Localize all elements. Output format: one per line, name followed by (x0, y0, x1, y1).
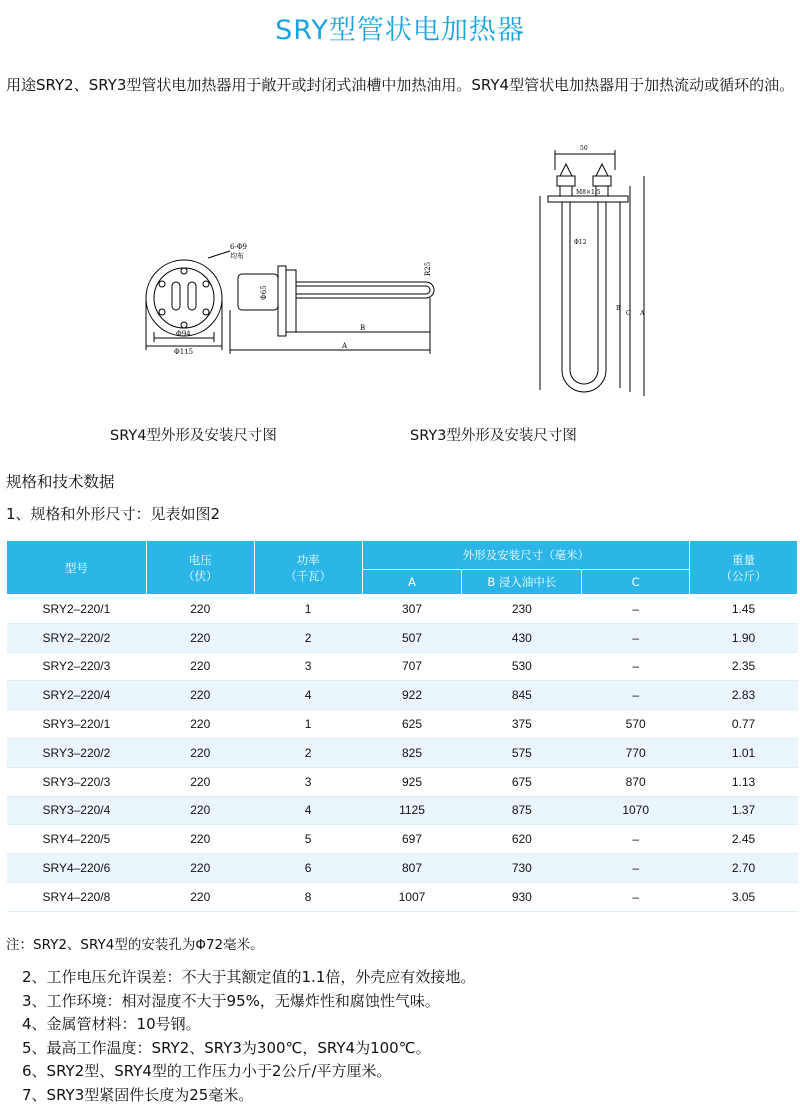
table-cell: 220 (146, 738, 254, 767)
table-cell: 922 (362, 681, 462, 710)
table-cell: 220 (190, 659, 211, 674)
table-cell: 230 (511, 601, 532, 616)
table-cell: 220 (146, 681, 254, 710)
b-label: B (360, 324, 366, 332)
th-model: 型号 (7, 541, 147, 595)
table-row (7, 854, 798, 883)
table-cell: 570 (625, 717, 646, 732)
table-cell: SRY2–220/2 (7, 623, 147, 652)
th-a: A (362, 570, 462, 595)
table-cell: 870 (625, 774, 646, 789)
sry3-diagram (520, 140, 660, 400)
table-cell: 220 (190, 889, 211, 904)
m8-label: M8×1.5 (576, 189, 601, 196)
holes-label: 6-Φ9 (230, 243, 248, 251)
table-cell: SRY4–220/8 (42, 889, 111, 904)
table-cell: SRY3–220/4 (7, 796, 147, 825)
table-row (7, 623, 798, 652)
table-cell: 220 (146, 796, 254, 825)
sry4-caption: SRY4型外形及安装尺寸图 (110, 428, 277, 444)
r25-label: R25 (424, 261, 432, 276)
table-cell: 1007 (398, 889, 426, 904)
b3-label: B (616, 305, 621, 312)
table-cell: 8 (304, 889, 312, 904)
spec-table (6, 540, 798, 912)
list-item: 4、金属管材料：10号钢。 (22, 1015, 201, 1033)
table-cell: 3 (304, 659, 312, 674)
spec-list (22, 966, 475, 1107)
table-cell: 620 (511, 832, 532, 847)
table-cell: SRY2–220/3 (42, 659, 111, 674)
table-cell: 575 (462, 738, 582, 767)
table-cell: 0.77 (731, 717, 756, 732)
table-cell: SRY2–220/1 (42, 601, 111, 616)
table-cell: 707 (401, 659, 422, 674)
table-cell: – (582, 854, 690, 883)
table-cell: 925 (401, 774, 422, 789)
table-cell: SRY3–220/3 (42, 774, 111, 789)
table-cell: 4 (254, 796, 362, 825)
d12-label: Φ12 (574, 239, 587, 246)
th-voltage: 电压 （伏） (146, 541, 254, 595)
table-cell: SRY2–220/4 (7, 681, 147, 710)
table-row (7, 738, 798, 767)
w50-label: 50 (580, 145, 588, 152)
table-cell: 1 (304, 601, 312, 616)
list-item: 3、工作环境：相对湿度不大于95%，无爆炸性和腐蚀性气味。 (22, 991, 440, 1010)
table-row (7, 825, 798, 854)
table-cell: 1.90 (690, 623, 798, 652)
table-cell: – (632, 601, 640, 616)
table-cell: 825 (362, 738, 462, 767)
a-label: A (342, 342, 348, 350)
table-cell: – (582, 681, 690, 710)
table-cell: 307 (401, 601, 422, 616)
table-cell: 220 (146, 623, 254, 652)
table-cell: 2 (254, 738, 362, 767)
table-cell: 875 (462, 796, 582, 825)
table-cell: 1.13 (731, 774, 756, 789)
table-cell: 220 (190, 832, 211, 847)
table-cell: 2.70 (690, 854, 798, 883)
table-cell: SRY3–220/2 (7, 738, 147, 767)
table-row (7, 681, 798, 710)
d115-label: Φ115 (174, 348, 194, 356)
install-note: 注：SRY2、SRY4型的安装孔为Φ72毫米。 (6, 937, 264, 953)
table-cell: 930 (511, 889, 532, 904)
table-cell: 530 (511, 659, 532, 674)
table-cell: 1070 (582, 796, 690, 825)
table-cell: 697 (401, 832, 422, 847)
table-row (7, 652, 798, 681)
table-cell: 220 (146, 854, 254, 883)
table-cell: 2 (254, 623, 362, 652)
table-cell: 1.01 (690, 738, 798, 767)
list-item: 5、最高工作温度：SRY2、SRY3为300℃，SRY4为100℃。 (22, 1038, 431, 1057)
table-cell: – (632, 659, 640, 674)
table-cell: 3 (304, 774, 312, 789)
table-cell: 807 (362, 854, 462, 883)
table-cell: 507 (362, 623, 462, 652)
table-cell: – (632, 832, 640, 847)
table-cell: 1 (304, 717, 312, 732)
table-cell: 3.05 (731, 889, 756, 904)
table-cell: 4 (254, 681, 362, 710)
th-dims: 外形及安装尺寸（毫米） (362, 541, 690, 570)
table-cell: 220 (190, 717, 211, 732)
table-row (7, 710, 798, 739)
d65-label: Φ65 (260, 285, 268, 300)
table-cell: – (632, 889, 640, 904)
th-b: B 浸入油中长 (462, 570, 582, 595)
item-1: 1、规格和外形尺寸：见表如图2 (6, 505, 221, 523)
th-power: 功率 （千瓦） (254, 541, 362, 595)
table-cell: SRY4–220/5 (42, 832, 111, 847)
table-cell: – (582, 623, 690, 652)
table-cell: 220 (190, 601, 211, 616)
page-title: SRY型管状电加热器 (275, 15, 525, 46)
table-cell: 220 (190, 774, 211, 789)
list-item: 6、SRY2型、SRY4型的工作压力小于2公斤/平方厘米。 (22, 1062, 392, 1080)
list-item: 7、SRY3型紧固件长度为25毫米。 (22, 1085, 254, 1104)
a3-label: A (640, 310, 645, 317)
table-row (7, 796, 798, 825)
table-cell: 2.35 (731, 659, 756, 674)
table-cell: SRY3–220/1 (42, 717, 111, 732)
table-cell: 1125 (362, 796, 462, 825)
table-row (7, 767, 798, 796)
table-cell: 1.45 (731, 601, 756, 616)
table-cell: 845 (462, 681, 582, 710)
table-cell: 2.45 (731, 832, 756, 847)
intro-text: 用途SRY2、SRY3型管状电加热器用于敞开或封闭式油槽中加热油用。SRY4型管状电加热器用于加热流动或循环的油。 (6, 76, 795, 94)
th-c: C (582, 570, 690, 595)
c3-label: C (626, 310, 631, 317)
list-item: 2、工作电压允许误差：不大于其额定值的1.1倍，外壳应有效接地。 (22, 968, 476, 986)
table-cell: SRY4–220/6 (7, 854, 147, 883)
d94-label: Φ94 (176, 330, 191, 338)
table-cell: 430 (462, 623, 582, 652)
table-cell: 770 (582, 738, 690, 767)
table-cell: 2.83 (690, 681, 798, 710)
table-cell: 730 (462, 854, 582, 883)
table-cell: 1.37 (690, 796, 798, 825)
table-cell: 375 (511, 717, 532, 732)
table-cell: 5 (304, 832, 312, 847)
table-cell: 6 (254, 854, 362, 883)
table-cell: 675 (511, 774, 532, 789)
even-label: 均布 (230, 252, 244, 260)
th-weight: 重量 （公斤） (690, 541, 798, 595)
table-row (7, 882, 798, 911)
table-row (7, 595, 798, 624)
section-title: 规格和技术数据 (6, 473, 115, 491)
table-cell: 625 (401, 717, 422, 732)
sry3-caption: SRY3型外形及安装尺寸图 (410, 428, 577, 444)
